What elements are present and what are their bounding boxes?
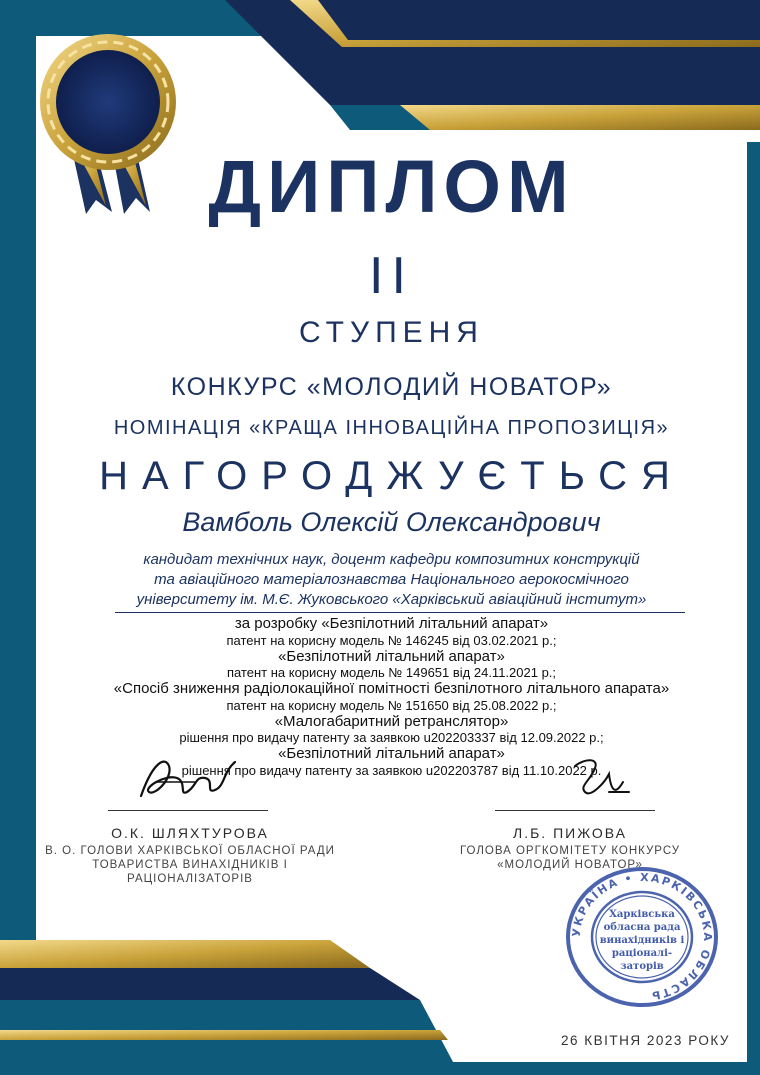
work-title: «Безпілотний літальний апарат» <box>278 647 505 665</box>
recipient-description-line: університету ім. М.Є. Жуковського «Харківський авіаційний інститут» <box>136 591 647 608</box>
nomination: НОМІНАЦІЯ «КРАЩА ІННОВАЦІЙНА ПРОПОЗИЦІЯ» <box>113 417 670 439</box>
stamp-ring-text: УКРАЇНА • ХАРКІВСЬКА ОБЛАСТЬ <box>569 870 715 1003</box>
recipient-description-line: кандидат технічних наук, доцент кафедри композитних конструкцій <box>143 551 640 568</box>
signatory-left-role-line: В. О. ГОЛОВИ ХАРКІВСЬКОЇ ОБЛАСНОЇ РАДИ <box>45 845 335 857</box>
top-band-gold-2 <box>400 105 760 130</box>
work-patent: рішення про видачу патенту за заявкою u202203337 від 12.09.2022 р.; <box>179 730 604 745</box>
diploma-title: ДИПЛОМ <box>208 145 575 228</box>
diploma-degree-label: СТУПЕНЯ <box>299 316 484 349</box>
official-stamp-icon <box>562 862 722 1012</box>
signatory-left-name: О.К. ШЛЯХТУРОВА <box>111 825 269 841</box>
recipient-name: Вамболь Олексій Олександрович <box>182 507 601 537</box>
stamp-center-line: винахідників і <box>599 935 685 946</box>
description-underline <box>115 612 685 613</box>
contest-name: КОНКУРС «МОЛОДИЙ НОВАТОР» <box>170 373 613 401</box>
stamp-center-line: раціоналі- <box>611 948 673 959</box>
bottom-band-gold-2 <box>0 1030 448 1040</box>
work-title: за розробку «Безпілотний літальний апарат» <box>234 615 549 632</box>
work-patent: рішення про видачу патенту за заявкою u202203787 від 11.10.2022 р. <box>181 762 602 778</box>
work-title: «Спосіб зниження радіолокаційної помітності безпілотного літального апарата» <box>113 680 670 697</box>
work-title: «Малогабаритний ретранслятор» <box>274 712 509 730</box>
stamp-center-line: заторів <box>620 961 664 972</box>
signature-left-icon <box>135 752 245 804</box>
diploma-degree-roman: II <box>369 247 414 305</box>
work-patent: патент на корисну модель № 146245 від 03.02.2021 р.; <box>226 632 557 648</box>
issue-date: 26 КВІТНЯ 2023 РОКУ <box>561 1033 730 1048</box>
recipient-description <box>36 550 747 610</box>
recipient-description-line: та авіаційного матеріалознавства Національного аерокосмічного <box>154 571 629 588</box>
bottom-band-gold <box>0 940 370 968</box>
signatory-right-role-line: «МОЛОДИЙ НОВАТОР» <box>497 859 643 871</box>
signatory-right-name: Л.Б. ПИЖОВА <box>513 825 627 841</box>
stamp-center-line: обласна рада <box>603 922 681 933</box>
work-patent: патент на корисну модель № 149651 від 24.11.2021 р.; <box>226 665 557 680</box>
signature-line-right <box>495 810 655 811</box>
signatory-left-role <box>40 844 340 886</box>
signature-line-left <box>108 810 268 811</box>
signature-right-icon <box>565 752 635 804</box>
work-title: «Безпілотний літальний апарат» <box>278 745 505 762</box>
signatory-right-role-line: ГОЛОВА ОРГКОМІТЕТУ КОНКУРСУ <box>459 845 681 857</box>
awarded-heading: НАГОРОДЖУЄТЬСЯ <box>99 454 684 498</box>
work-patent: патент на корисну модель № 151650 від 25.08.2022 р.; <box>226 697 557 713</box>
signatory-left-role-line: РАЦІОНАЛІЗАТОРІВ <box>127 873 253 885</box>
signatory-left-role-line: ТОВАРИСТВА ВИНАХІДНИКІВ І <box>92 859 288 871</box>
stamp-center-line: Харківська <box>609 909 675 920</box>
